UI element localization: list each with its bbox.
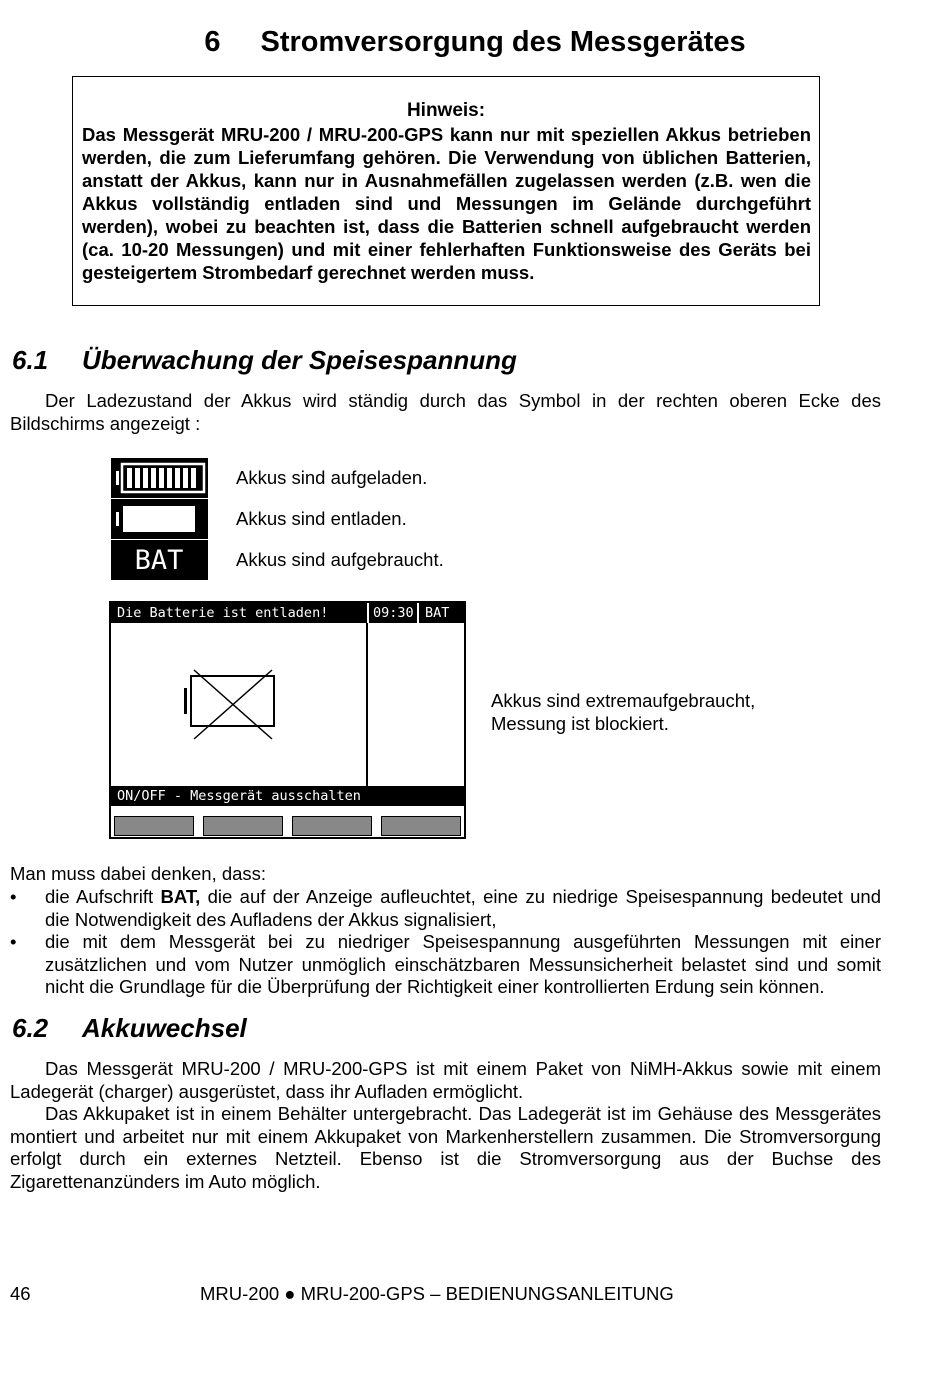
- bullet-list: [10, 886, 881, 999]
- battery-full-icon: [111, 458, 208, 498]
- lcd-top-bar: [111, 603, 464, 623]
- section-heading-6-1: [12, 345, 517, 376]
- bullet-1-text-start: die Aufschrift: [45, 886, 161, 907]
- section-number: 6.1: [12, 345, 49, 375]
- lcd-bottom-text: ON/OFF - Messgerät ausschalten: [117, 788, 361, 804]
- note-text: Das Messgerät MRU-200 / MRU-200-GPS kann nur mit speziellen Akkus betrieben werden, die zum Lieferumfang gehören. Die Verwendung von üblichen Batterien, anstatt der Akkus, kann nur in Ausnahmefällen zugelassen werden (z.B. wen die Akkus vollständig entladen sind und Messungen im Gelände durchgeführt werden), wobei zu beachten ist, dass die Batterien schnell aufgebraucht werden (ca. 10-20 Messungen) und mit einer fehlerhaften Funktionsweise des Geräts bei gesteigertem Strombedarf gerechnet werden muss.: [82, 124, 811, 283]
- lcd-time: 09:30: [367, 603, 414, 623]
- lcd-caption: [491, 690, 755, 735]
- list-item: [10, 931, 881, 999]
- list-item: [10, 886, 881, 931]
- crossed-battery-icon: [181, 667, 281, 747]
- lcd-divider: [366, 623, 368, 786]
- status-label-depleted: Akkus sind aufgebraucht.: [236, 549, 444, 570]
- section-2-body: [10, 1058, 881, 1193]
- section-heading-6-2: [12, 1013, 247, 1044]
- footer-title: MRU-200 ● MRU-200-GPS – BEDIENUNGSANLEITUNG: [200, 1283, 674, 1304]
- bullets-intro: Man muss dabei denken, dass:: [10, 863, 267, 884]
- lcd-bottom-bar: [111, 786, 464, 806]
- lcd-caption-line-1: Akkus sind extremaufgebraucht,: [491, 690, 756, 711]
- note-title: Hinweis:: [406, 100, 486, 121]
- chapter-title: [0, 26, 950, 59]
- chapter-title-text: Stromversorgung des Messgerätes: [260, 26, 746, 58]
- lcd-softkey-4: [381, 816, 461, 836]
- bat-text-icon: [111, 540, 208, 580]
- battery-empty-icon: [111, 499, 208, 539]
- note-box: [72, 76, 820, 306]
- status-label-discharged: Akkus sind entladen.: [236, 508, 407, 529]
- lcd-bat: BAT: [417, 603, 449, 623]
- section-number: 6.2: [12, 1013, 49, 1043]
- bat-icon-text: BAT: [134, 545, 184, 576]
- lcd-softkey-1: [114, 816, 194, 836]
- lcd-softkey-3: [292, 816, 372, 836]
- chapter-number: 6: [204, 26, 221, 58]
- bullet-1-bold: BAT,: [160, 886, 201, 907]
- section-title: Akkuwechsel: [82, 1013, 247, 1043]
- lcd-softkey-2: [203, 816, 283, 836]
- intro-paragraph: Der Ladezustand der Akkus wird ständig durch das Symbol in der rechten oberen Ecke des Bildschirms angezeigt :: [10, 390, 881, 434]
- status-label-charged: Akkus sind aufgeladen.: [236, 467, 428, 488]
- section-intro: [10, 390, 881, 435]
- paragraph: Das Messgerät MRU-200 / MRU-200-GPS ist mit einem Paket von NiMH-Akkus sowie mit einem Ladegerät (charger) ausgerüstet, dass ihr Aufladen ermöglicht.: [10, 1058, 881, 1102]
- bullet-2-text: die mit dem Messgerät bei zu niedriger Speisespannung ausgeführten Messungen mit einer zusätzlichen und vom Nutzer unmöglich einschätzbaren Messunsicherheit belastet sind und somit nicht die Grundlage für die Überprüfung der Richtigkeit einer kontrollierten Erdung sein können.: [45, 931, 881, 997]
- section-title: Überwachung der Speisespannung: [82, 345, 517, 375]
- page-number: 46: [10, 1283, 31, 1304]
- lcd-screen: [109, 601, 466, 839]
- bullet-1-text-end: die auf der Anzeige aufleuchtet, eine zu niedrige Speisespannung bedeutet und die Notwendigkeit des Aufladens der Akkus signalisiert,: [45, 886, 881, 930]
- lcd-message: Die Batterie ist entladen!: [117, 605, 329, 621]
- paragraph: Das Akkupaket ist in einem Behälter untergebracht. Das Ladegerät ist im Gehäuse des Messgerätes montiert und arbeitet nur mit einem Akkupaket von Markenherstellern zusammen. Die Stromversorgung erfolgt durch ein externes Netzteil. Ebenso ist die Stromversorgung aus der Buchse des Zigarettenanzünders im Auto möglich.: [10, 1103, 881, 1192]
- lcd-caption-line-2: Messung ist blockiert.: [491, 712, 669, 734]
